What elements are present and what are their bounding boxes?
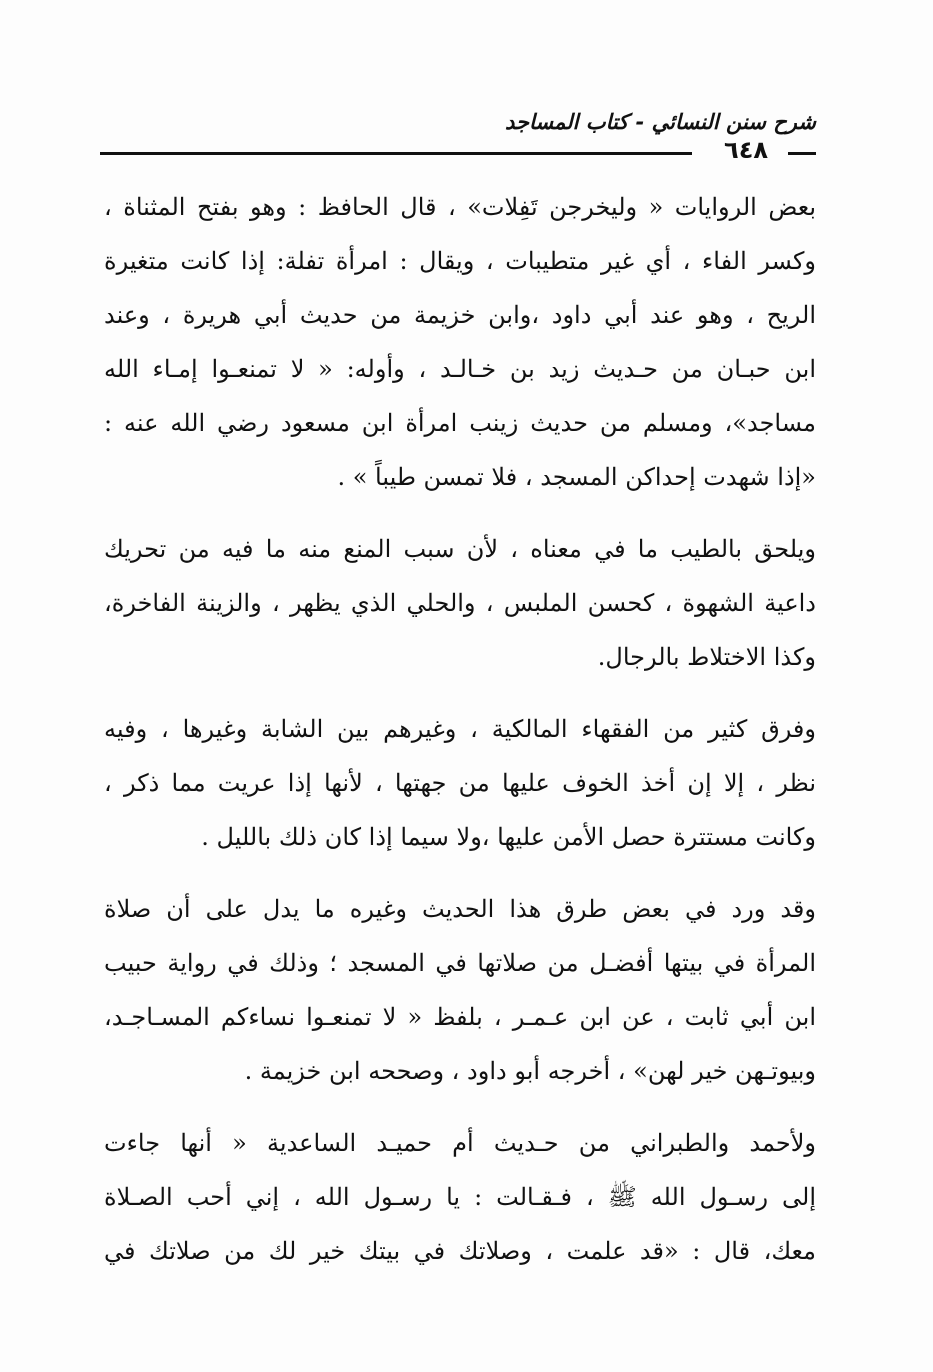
running-title: شرح سنن النسائي - كتاب المساجد bbox=[505, 110, 816, 134]
text-line: وكسر الفاء ، أي غير متطيبات ، ويقال : امرأة تفلة: إذا كانت متغيرة bbox=[104, 247, 816, 275]
header-rule-short bbox=[788, 152, 816, 155]
paragraph bbox=[104, 702, 816, 864]
text-line: ابن حبـان من حـديث زيد بن خـالـد ، وأوله: « لا تمنعـوا إمـاء الله bbox=[104, 355, 816, 383]
text-line: المرأة في بيتها أفضـل من صلاتها في المسجد ؛ وذلك في رواية حبيب bbox=[104, 949, 816, 977]
paragraph bbox=[104, 180, 816, 504]
text-line: وكانت مستترة حصل الأمن عليها ،ولا سيما إذا كان ذلك بالليل . bbox=[201, 823, 816, 851]
paragraph bbox=[104, 882, 816, 1098]
text-line: معك، قال : «قد علمت ، وصلاتك في بيتك خير لك من صلاتك في bbox=[104, 1237, 816, 1265]
page-header bbox=[100, 104, 816, 164]
text-line: وبيوتـهن خير لهن» ، أخرجه أبو داود ، وصححه ابن خزيمة . bbox=[244, 1057, 816, 1085]
body-text bbox=[104, 180, 816, 1296]
header-rule bbox=[100, 152, 692, 155]
text-line: ويلحق بالطيب ما في معناه ، لأن سبب المنع منه ما فيه من تحريك bbox=[104, 535, 816, 563]
text-line: وقد ورد في بعض طرق هذا الحديث وغيره ما يدل على أن صلاة bbox=[104, 895, 816, 923]
text-line: الريح ، وهو عند أبي داود ،وابن خزيمة من حديث أبي هريرة ، وعند bbox=[104, 301, 816, 329]
paragraph bbox=[104, 1116, 816, 1278]
text-line: وكذا الاختلاط بالرجال. bbox=[597, 643, 816, 671]
text-line: بعض الروايات « وليخرجن تَفِلات» ، قال الحافظ : وهو بفتح المثناة ، bbox=[104, 193, 816, 221]
text-line: مساجد»، ومسلم من حديث زينب امرأة ابن مسعود رضي الله عنه : bbox=[104, 409, 816, 437]
text-line: «إذا شهدت إحداكن المسجد ، فلا تمسن طيباً » . bbox=[337, 463, 816, 491]
text-line: وفرق كثير من الفقهاء المالكية ، وغيرهم بين الشابة وغيرها ، وفيه bbox=[104, 715, 816, 743]
text-line: ابن أبي ثابت ، عن ابن عـمـر ، بلفظ « لا تمنعـوا نساءكم المسـاجـد، bbox=[104, 1003, 816, 1031]
text-line: نظر ، إلا إن أخذ الخوف عليها من جهتها ، لأنها إذا عريت مما ذكر ، bbox=[104, 769, 816, 797]
text-line: ولأحمد والطبراني من حـديث أم حميـد الساعدية « أنها جاءت bbox=[104, 1129, 816, 1157]
paragraph bbox=[104, 522, 816, 684]
page-number: ٦٤٨ bbox=[724, 136, 768, 164]
text-line: إلى رسـول الله ﷺ ، فـقـالت : يا رسـول الله ، إني أحب الصـلاة bbox=[104, 1183, 816, 1211]
text-line: داعية الشهوة ، كحسن الملبس ، والحلي الذي يظهر ، والزينة الفاخرة، bbox=[104, 589, 816, 617]
